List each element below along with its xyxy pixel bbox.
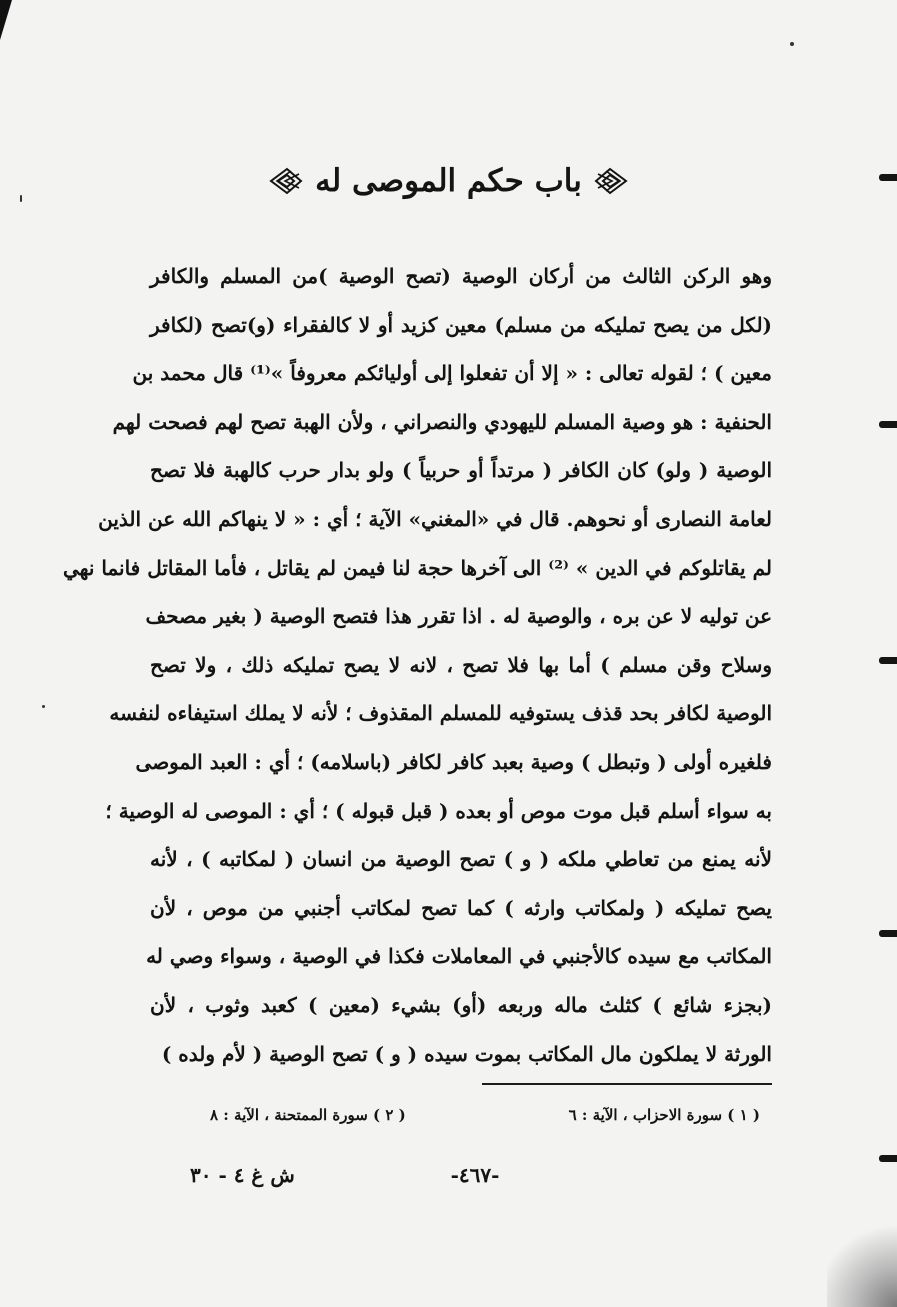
text-line: معين ) ؛ لقوله تعالى : « إلا أن تفعلوا إلى أوليائكم معروفاً »⁽¹⁾ قال محمد بن — [132, 361, 772, 386]
body-paragraph — [62, 252, 772, 1078]
edge-binding-mark — [879, 657, 897, 664]
text-line: به سواء أسلم قبل موت موص أو بعده ( قبل قبوله ) ؛ أي : الموصى له الوصية ؛ — [105, 798, 772, 823]
text-line: (لكل من يصح تمليكه من مسلم) معين كزيد أو لا كالفقراء (و)تصح (لكافر — [150, 312, 772, 337]
footnote-divider — [482, 1083, 772, 1085]
scan-speck — [790, 42, 794, 46]
page-number: -٤٦٧- — [450, 1163, 500, 1187]
text-line: فلغيره أولى ( وتبطل ) وصية بعبد كافر لكافر (باسلامه) ؛ أي : العبد الموصى — [135, 749, 772, 774]
text-line: يصح تمليكه ( ولمكاتب وارثه ) كما تصح لمكاتب أجنبي من موص ، لأن — [150, 895, 772, 920]
scan-corner-shadow — [827, 1217, 897, 1307]
footnote-1: ( ١ ) سورة الاحزاب ، الآية : ٦ — [568, 1106, 760, 1124]
scan-speck — [42, 705, 45, 708]
edge-binding-mark — [879, 1155, 897, 1162]
scan-corner-mark — [0, 0, 12, 40]
ornament-right-icon — [594, 166, 628, 196]
text-line: الوصية ( ولو) كان الكافر ( مرتداً أو حربياً ) ولو بدار حرب كالهبة فلا تصح — [150, 458, 772, 483]
footnote-2: ( ٢ ) سورة الممتحنة ، الآية : ٨ — [210, 1106, 406, 1124]
text-line: الورثة لا يملكون مال المكاتب بموت سيده ( و ) تصح الوصية ( لأم ولده ) — [161, 1041, 772, 1066]
text-line: لم يقاتلوكم في الدين » ⁽²⁾ الى آخرها حجة لنا فيمن لم يقاتل ، فأما المقاتل فانما نهي — [62, 555, 772, 580]
text-line: الحنفية : هو وصية المسلم لليهودي والنصراني ، ولأن الهبة تصح لهم فصحت لهم — [112, 409, 772, 434]
text-line: الوصية لكافر بحد قذف يستوفيه للمسلم المقذوف ؛ لأنه لا يملك استيفاءه لنفسه — [109, 701, 772, 726]
text-line: وسلاح وقن مسلم ) أما بها فلا تصح ، لانه لا يصح تمليكه ذلك ، ولا تصح — [150, 652, 772, 677]
ornament-left-icon — [269, 166, 303, 196]
edge-binding-mark — [879, 930, 897, 937]
text-line: عن توليه لا عن بره ، والوصية له . اذا تقرر هذا فتصح الوصية ( بغير مصحف — [145, 604, 772, 629]
footnotes — [210, 1100, 760, 1130]
text-line: لعامة النصارى أو نحوهم. قال في «المغني» الآية ؛ أي : « لا ينهاكم الله عن الذين — [98, 506, 772, 531]
text-line: (بجزء شائع ) كثلث ماله وربعه (أو) بشيء (معين ) كعبد وثوب ، لأن — [150, 992, 772, 1017]
chapter-title: باب حكم الموصى له — [315, 162, 582, 199]
text-line: المكاتب مع سيده كالأجنبي في المعاملات فكذا في الوصية ، وسواء وصي له — [146, 944, 772, 969]
text-line: وهو الركن الثالث من أركان الوصية (تصح الوصية )من المسلم والكافر — [150, 264, 772, 288]
text-line: لأنه يمنع من تعاطي ملكه ( و ) تصح الوصية من انسان ( لمكاتبه ) ، لأنه — [150, 847, 772, 872]
edge-binding-mark — [879, 421, 897, 428]
chapter-heading — [0, 156, 897, 206]
printer-signature: ش غ ٤ - ٣٠ — [190, 1163, 295, 1187]
